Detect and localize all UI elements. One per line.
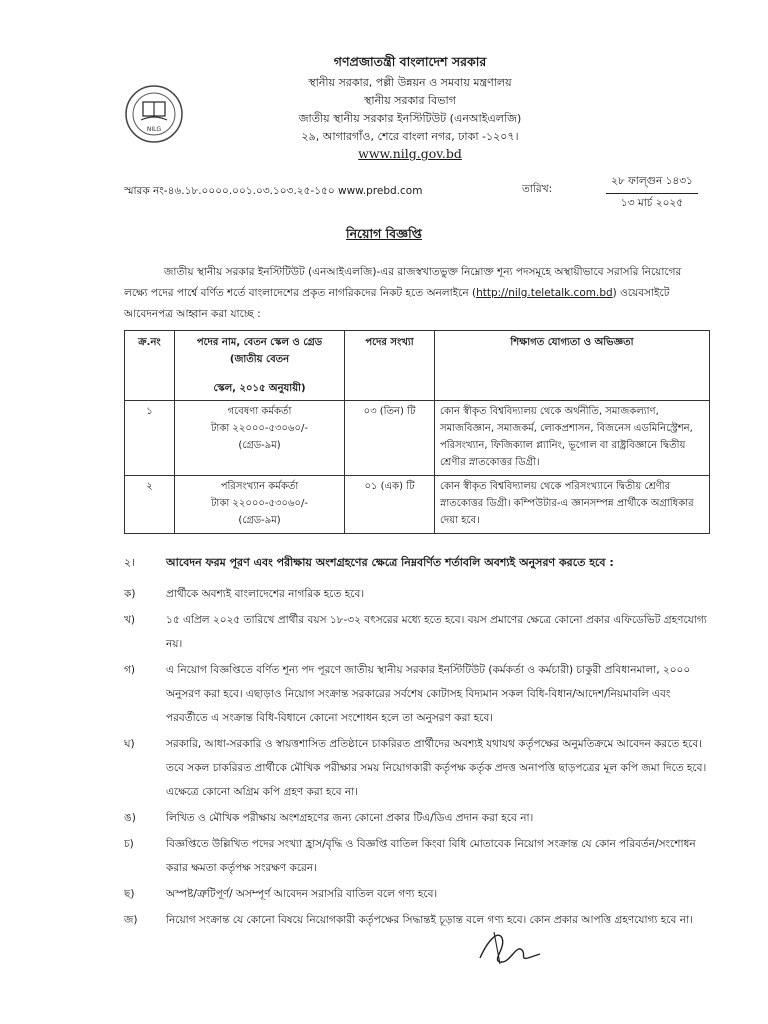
post-name: পরিসংখ্যান কর্মকর্তা <box>220 481 299 492</box>
item-marker: ক) <box>124 588 136 600</box>
item-text: এ নিয়োগ বিজ্ঞপ্তিতে বর্ণিত শূন্য পদ পূরণে জাতীয় স্থানীয় সরকার ইনস্টিটিউট (কর্মকর্তা ও কর্মচারী) চাকুরী প্রবিধানমালা, ২০০০ অনুসরণ করা হবে। এছাড়াও নিয়োগ সংক্রান্ত সরকারের সর্বশেষ কোটাসহ বিদ্যমান সকল বিধি-বিধান/আদেশ/নিয়মাবলি এবং পরবর্তীতে এ সংক্রান্ত বিধি-বিধানে কোনো সংশোধন হলে তা অনুসরণ করা হবে। <box>166 664 691 724</box>
item-marker: খ) <box>124 614 135 626</box>
list-item <box>124 806 710 830</box>
list-item <box>124 658 710 730</box>
item-text: বিজ্ঞপ্তিতে উল্লিখিত পদের সংখ্যা হ্রাস/বৃদ্ধি ও বিজ্ঞপ্তি বাতিল কিংবা বিধি মোতাবেক নিয়োগ সংক্রান্ত যে কোন পরিবর্তন/সংশোধন করার ক্ষমতা কর্তৃপক্ষ সংরক্ষণ করেন। <box>166 838 696 874</box>
item-text: অস্পষ্ট/ত্রুটিপূর্ণ/ অসম্পূর্ণ আবেদন সরাসরি বাতিল বলে গণ্য হবে। <box>166 888 438 900</box>
post-header <box>175 331 345 401</box>
item-text: ১৫ এপ্রিল ২০২৫ তারিখে প্রার্থীর বয়স ১৮-৩২ বৎসরের মধ্যে হতে হবে। বয়স প্রমাণের ক্ষেত্রে কোনো প্রকার এফিডেভিট গ্রহণযোগ্য নয়। <box>166 614 707 650</box>
application-link[interactable]: http://nilg.teletalk.com.bd <box>476 287 613 299</box>
table-row <box>125 476 710 534</box>
institute-name: জাতীয় স্থানীয় সরকার ইনস্টিটিউট (এনআইএলজি) <box>298 112 522 125</box>
ministry-name: স্থানীয় সরকার, পল্লী উন্নয়ন ও সমবায় মন্ত্রণালয় <box>308 76 512 89</box>
post-header-line: স্কেল, ২০১৫ অনুযায়ী) <box>213 383 306 394</box>
intro-text-before: জাতীয় স্থানীয় সরকার ইনস্টিটিউট (এনআইএলজি)-এর রাজস্বখাতভুক্ত নিম্নোক্ত শূন্য পদসমূহে অস্থায়ীভাবে সরাসরি নিয়োগের লক্ষ্যে পদের পার্শ্বে বর্ণিত শর্তে বাংলাদেশের প্রকৃত নাগরিকদের নিকট হতে অনলাইনে ( <box>124 266 682 299</box>
conditions-number: ২। <box>124 556 136 569</box>
intro-paragraph <box>124 262 696 325</box>
date-english: ১৩ মার্চ ২০২৫ <box>620 197 684 209</box>
list-item <box>124 732 710 804</box>
row-post <box>175 401 345 476</box>
item-text: প্রার্থীকে অবশ্যই বাংলাদেশের নাগরিক হতে হবে। <box>166 588 365 600</box>
date-label: তারিখ: <box>522 183 553 195</box>
nilg-logo-icon <box>124 84 184 144</box>
row-post <box>175 476 345 534</box>
item-marker: ছ) <box>124 888 135 900</box>
government-name: গণপ্রজাতন্ত্রী বাংলাদেশ সরকার <box>333 54 487 69</box>
row-serial: ২ <box>125 476 175 534</box>
post-grade: (গ্রেড-৯ম) <box>238 515 281 526</box>
item-text: নিয়োগ সংক্রান্ত যে কোনো বিষয়ে নিয়োগকারী কর্তৃপক্ষের সিদ্ধান্তই চূড়ান্ত বলে গণ্য হবে। কোন প্রকার আপত্তি গ্রহণযোগ্য হবে না। <box>166 914 693 926</box>
row-count: ০৩ (তিন) টি <box>345 401 435 476</box>
table-header-row <box>125 331 710 401</box>
post-grade: (গ্রেড-৯ম) <box>238 440 281 451</box>
post-header-line: (জাতীয় বেতন <box>229 354 290 365</box>
vacancy-table <box>124 330 710 534</box>
item-text: সরকারি, আধা-সরকারি ও স্বায়ত্তশাসিত প্রতিষ্ঠানে চাকরিরত প্রার্থীদের অবশ্যই যথাযথ কর্তৃপক্ষের অনুমতিক্রমে আবেদন করতে হবে। তবে সকল চাকরিরত প্রার্থীকে মৌখিক পরীক্ষার সময় নিয়োগকারী কর্তৃপক্ষ কর্তৃক প্রদত্ত অনাপত্তি ছাড়পত্রের মূল কপি জমা দিতে হবে। এক্ষেত্রে কোনো অগ্রিম কপি গ্রহণ করা হবে না। <box>166 738 707 798</box>
row-qualification: কোন স্বীকৃত বিশ্ববিদ্যালয় থেকে পরিসংখ্যানে দ্বিতীয় শ্রেণীর স্নাতকোত্তর ডিগ্রী। কম্পিউটার-এ জ্ঞানসম্পন্ন প্রার্থীকে অগ্রাধিকার দেয়া হবে। <box>435 476 710 534</box>
post-name: গবেষণা কর্মকর্তা <box>227 406 292 417</box>
date-block <box>606 174 698 213</box>
website-link[interactable]: www.nilg.gov.bd <box>358 146 462 161</box>
post-pay: টাকা ২২০০০-৫৩০৬০/- <box>210 423 308 434</box>
item-marker: জ) <box>124 914 138 926</box>
list-item <box>124 582 710 606</box>
table-row <box>125 401 710 476</box>
post-pay: টাকা ২২০০০-৫৩০৬০/- <box>210 498 308 509</box>
row-count: ০১ (এক) টি <box>345 476 435 534</box>
item-marker: গ) <box>124 664 135 676</box>
conditions-list <box>124 582 710 934</box>
serial-header: ক্র.নং <box>125 331 175 401</box>
list-item <box>124 832 710 880</box>
item-marker: চ) <box>124 838 134 850</box>
intro-text-after: ) ওয়েবসাইটে আবেদনপত্র আহ্বান করা যাচ্ছে : <box>124 287 670 320</box>
qualification-header: শিক্ষাগত যোগ্যতা ও অভিজ্ঞতা <box>435 331 710 401</box>
post-header-line: পদের নাম, বেতন স্কেল ও গ্রেড <box>196 337 323 348</box>
row-serial: ১ <box>125 401 175 476</box>
count-header: পদের সংখ্যা <box>345 331 435 401</box>
institute-address: ২৯, আগারগাঁও, শেরে বাংলা নগর, ঢাকা -১২০৭। <box>301 130 519 143</box>
item-marker: ঙ) <box>124 812 136 824</box>
list-item <box>124 608 710 656</box>
signature-icon <box>470 920 550 970</box>
item-marker: ঘ) <box>124 738 135 750</box>
row-qualification: কোন স্বীকৃত বিশ্ববিদ্যালয় থেকে অর্থনীতি, সমাজকল্যাণ, সমাজবিজ্ঞান, সমাজকর্ম, লোকপ্রশাসন, বিজনেস এডমিনিস্ট্রেশন, পরিসংখ্যান, ফিজিক্যাল প্ল্যানিং, ভূগোল বা রাষ্ট্রবিজ্ঞানে দ্বিতীয় শ্রেণীর স্নাতকোত্তর ডিগ্রী। <box>435 401 710 476</box>
list-item <box>124 882 710 906</box>
conditions-heading-text: আবেদন ফরম পূরণ এবং পরীক্ষায় অংশগ্রহণের ক্ষেত্রে নিম্নবর্ণিত শর্তাবলি অবশ্যই অনুসরণ করতে হবে : <box>166 556 614 569</box>
date-bangla: ২৮ ফাল্গুন ১৪৩১ <box>606 174 698 194</box>
division-name: স্থানীয় সরকার বিভাগ <box>364 94 456 107</box>
svg-text:NILG: NILG <box>146 126 162 133</box>
conditions-heading <box>124 554 614 573</box>
item-text: লিখিত ও মৌখিক পরীক্ষায় অংশগ্রহণের জন্য কোনো প্রকার টিএ/ডিএ প্রদান করা হবে না। <box>166 812 534 824</box>
memo-number: স্মারক নং-৪৬.১৮.০০০০.০০১.০৩.১০৩.২৫-১৫০ www.prebd.com <box>124 185 423 197</box>
notice-title: নিয়োগ বিজ্ঞপ্তি <box>346 226 422 241</box>
list-item <box>124 908 710 932</box>
